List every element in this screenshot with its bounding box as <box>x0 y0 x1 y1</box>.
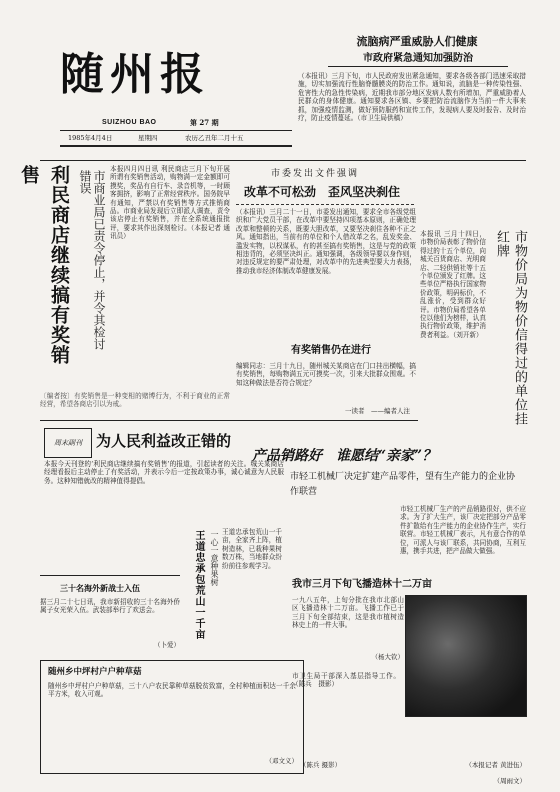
editor-note: 〔编者按〕有奖销售是一种变相的赌博行为，不利于商业的正常经营，希望各商店引以为戒。 <box>40 392 230 409</box>
story-body: （本报讯）三月二十一日，市委发出通知，要求全市各级党组织和广大党员干部，在改革中要坚持四项基本原则，正确处理改革和整顿的关系，既要大胆改革，又要坚决刹住各种不正之风。通知指出，当前有的单位和个人借改革之名，乱发奖金、滥发实物，以权谋私，有的甚至搞有奖销售，这是与党的政策相违背的，必须坚决纠正。通知强调，各级领导要以身作则，对违反规定的要严肃处理，对改革中的先进典型要大力表扬，推动我市经济体制改革健康发展。 <box>236 208 416 275</box>
letter-body: 编辑同志：三月十九日，随州城关某商店在门口挂出横幅，搞有奖销售，每购物满五元可摸奖一次，引来大批群众围观。不知这种做法是否符合规定？ <box>236 362 416 387</box>
story-headline: 产品销路好 谁愿结“亲家”？ <box>252 448 437 464</box>
story-body: 本报讯 三月十四日，市物价局表彰了物价信得过的十五个单位，向城关百货商店、光明商店、二轻供销社等十五个单位颁发了红牌。这些单位严格执行国家物价政策，明码标价，不乱涨价，受到群众好评。市物价局希望各单位以他们为榜样，认真执行物价政策，维护消费者利益。（刘开新） <box>420 230 486 339</box>
story-headline: 改革不可松劲 歪风坚决刹住 <box>243 185 400 199</box>
story-vertical-subhead: 一心一意种果树 <box>210 530 219 586</box>
story-headline: 随州乡中坪村户户种草菇 <box>48 667 142 677</box>
story-body: 随州乡中坪村户户种草菇，三十八户农民靠种草菇脱贫致富，全村种植面积达一千余平方米，收入可观。 <box>48 682 296 699</box>
story-byline: （杨大钦） <box>371 653 404 661</box>
story-byline: （卜爱） <box>154 641 180 649</box>
story-subheadline: 有奖销售仍在进行 <box>291 345 371 356</box>
story-body: 一九八五年，上旬分批在我市北部山区飞播造林十二万亩。飞播工作已于三月下旬全部结束，这是我市植树造林史上的一件大事。 <box>292 596 404 630</box>
issue-number: 第 27 期 <box>190 118 219 127</box>
letter-byline: 一读者 ——编者人注 <box>345 407 410 415</box>
story-headline: 为人民利益改正错的 <box>96 432 232 450</box>
issue-weekday: 星期四 <box>138 134 158 142</box>
story-byline: （邓文义） <box>265 757 298 765</box>
story-vertical-headline: 市物价局为物价信得过的单位挂红牌 <box>494 230 527 426</box>
story-body: 王道忠承包荒山一千亩，全家齐上阵，植树造林，已栽种果树数万株，当地群众纷纷前往参观学习。 <box>222 528 282 570</box>
story-body: 本报四月四日讯 利民商店三月下旬开展所谓有奖销售活动，购物满一定金额即可摸奖，奖品有自行车、录音机等，一时顾客拥挤，影响了正常经营秩序。国务院早有通知，严禁以有奖销售等方式推销商品。市商业局发现后立即派人调查，责令该店停止有奖销售，并在全系统通报批评，要求其作出深刻检讨。（本报记者 通讯员） <box>110 165 230 241</box>
story-headline: 三十名海外新战士入伍 <box>60 583 140 593</box>
photo-byline: （陈兵 摄影） <box>300 761 342 769</box>
story-vertical-headline: 利民商店继续搞有奖销售 <box>18 165 70 365</box>
story-kicker: 市委发出文件强调 <box>270 169 359 179</box>
photo-caption: 市卫生局干部深入基层指导工作。（陈兵 摄影） <box>292 672 400 689</box>
issue-lunar: 农历乙丑年二月十五 <box>185 134 244 142</box>
story-subhead: 市轻工机械厂决定扩建产品零件，望有生产能力的企业协作联营 <box>290 472 516 497</box>
story-headline: 我市三月下旬飞播造林十二万亩 <box>292 579 432 590</box>
footer-credit: （周雨文） <box>493 777 526 785</box>
story-byline: （本报记者 黄进伍） <box>465 761 526 769</box>
section-badge: 周末副刊 <box>44 428 92 458</box>
masthead-pinyin: SUIZHOU BAO <box>102 119 157 126</box>
story-body: 市轻工机械厂生产的产品销路很好，供不应求。为了扩大生产，该厂决定把部分产品零件扩散给有生产能力的企业协作生产，实行联营。市轻工机械厂表示，凡有意合作的单位，可派人与该厂联系，共同协商，互利互惠，携手共进，把产品做大做强。 <box>400 505 526 556</box>
masthead-title: 随州报 <box>60 49 210 100</box>
story-headline: 流脑病严重威胁人们健康 <box>356 35 478 48</box>
story-vertical-subhead: 市商业局已责令停止，并令其检讨错误 <box>78 170 106 350</box>
issue-date: 1985年4月4日 <box>68 134 113 142</box>
story-body: 本报今天刊登的‘利民商店继续搞有奖销售’的报道，引起读者的关注。城关某商店经理看报后主动停止了有奖活动，并表示今后一定按政策办事，诚心诚意为人民服务。这种知错就改的精神值得提倡。 <box>44 460 284 485</box>
story-body: 据三月二十七日讯，我市新招收的三十名海外侨属子女光荣入伍。武装部举行了欢送会。 <box>40 598 180 615</box>
story-body: （本报讯）三月下旬，市人民政府发出紧急通知，要求各级各部门迅速采取措施，切实加强流行性脑脊髓膜炎的防治工作。通知说，流脑是一种传染性强、危害性大的急性传染病，近期我市部分地区发病人数有所增加，严重威胁着人民群众的身体健康。通知要求各区镇、乡要把防治流脑作为当前一件大事来抓，加强疫情监测，做好预防服药和宣传工作，发现病人要及时报告、及时治疗，防止疫情蔓延。（市卫生局供稿） <box>298 72 526 123</box>
story-vertical-headline: 王道忠承包荒山一千亩 <box>193 530 204 640</box>
story-subhead: 市政府紧急通知加强防治 <box>328 52 508 67</box>
